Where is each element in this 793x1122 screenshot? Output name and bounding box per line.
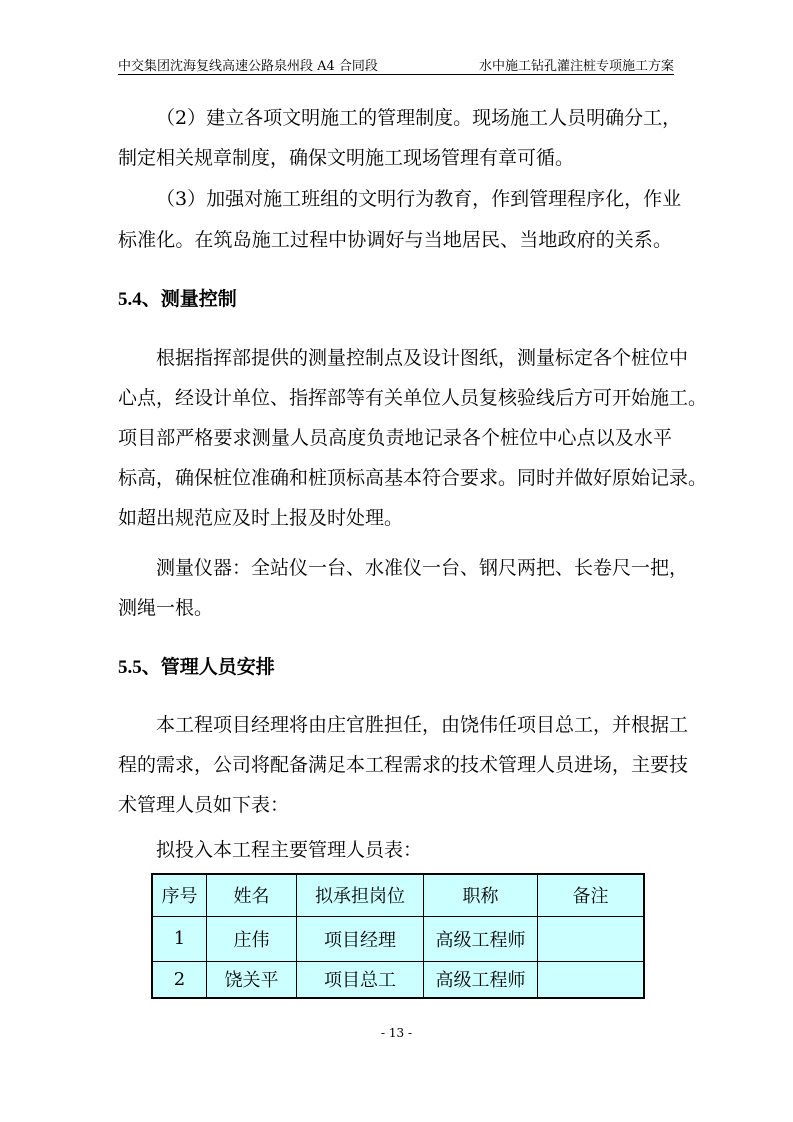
body-line: 标准化。在筑岛施工过程中协调好与当地居民、当地政府的关系。 [118,229,672,251]
body-line: 项目部严格要求测量人员高度负责地记录各个桩位中心点以及水平 [118,427,672,449]
body-line: 根据指挥部提供的测量控制点及设计图纸，测量标定各个桩位中 [156,347,689,369]
table-cell: 1 [152,916,207,961]
header-cell: 备注 [538,874,645,916]
body-line: 程的需求，公司将配备满足本工程需求的技术管理人员进场，主要技 [118,754,689,776]
table-cell [538,961,645,998]
header-cell: 序号 [152,874,207,916]
body-line: 如超出规范应及时上报及时处理。 [118,507,404,529]
table-cell [538,916,645,961]
table-caption: 拟投入本工程主要管理人员表： [156,839,423,861]
table-header-row [152,874,644,916]
table-cell: 2 [152,961,207,998]
header-right: 水中施工钻孔灌注桩专项施工方案 [478,59,674,74]
header-cell: 拟承担岗位 [297,874,424,916]
table-cell: 高级工程师 [424,961,538,998]
section-heading: 5.5、管理人员安排 [118,657,275,678]
table-cell: 庄伟 [207,916,297,961]
body-line: （2）建立各项文明施工的管理制度。现场施工人员明确分工， [156,107,682,129]
table-cell: 项目经理 [297,916,424,961]
table-row [152,961,644,998]
table-row [152,916,644,961]
section-heading: 5.4、测量控制 [118,289,237,310]
body-line: 本工程项目经理将由庄官胜担任，由饶伟任项目总工，并根据工 [156,714,689,736]
table-cell: 项目总工 [297,961,424,998]
page-header [118,52,674,75]
body-line: 术管理人员如下表： [118,794,290,816]
header-cell: 姓名 [207,874,297,916]
body-line: 制定相关规章制度，确保文明施工现场管理有章可循。 [118,147,575,169]
table-cell: 饶关平 [207,961,297,998]
staff-table [151,873,645,999]
header-cell: 职称 [424,874,538,916]
body-line: （3）加强对施工班组的文明行为教育，作到管理程序化，作业 [156,188,682,210]
body-line: 心点，经设计单位、指挥部等有关单位人员复核验线后方可开始施工。 [118,387,708,409]
table-cell: 高级工程师 [424,916,538,961]
page-number: - 13 - [380,1026,412,1040]
body-line: 测量仪器：全站仪一台、水准仪一台、钢尺两把、长卷尺一把， [156,557,689,579]
body-line: 测绳一根。 [118,597,214,619]
body-line: 标高，确保桩位准确和桩顶标高基本符合要求。同时并做好原始记录。 [118,467,708,489]
header-left: 中交集团沈海复线高速公路泉州段 A4 合同段 [118,59,378,74]
